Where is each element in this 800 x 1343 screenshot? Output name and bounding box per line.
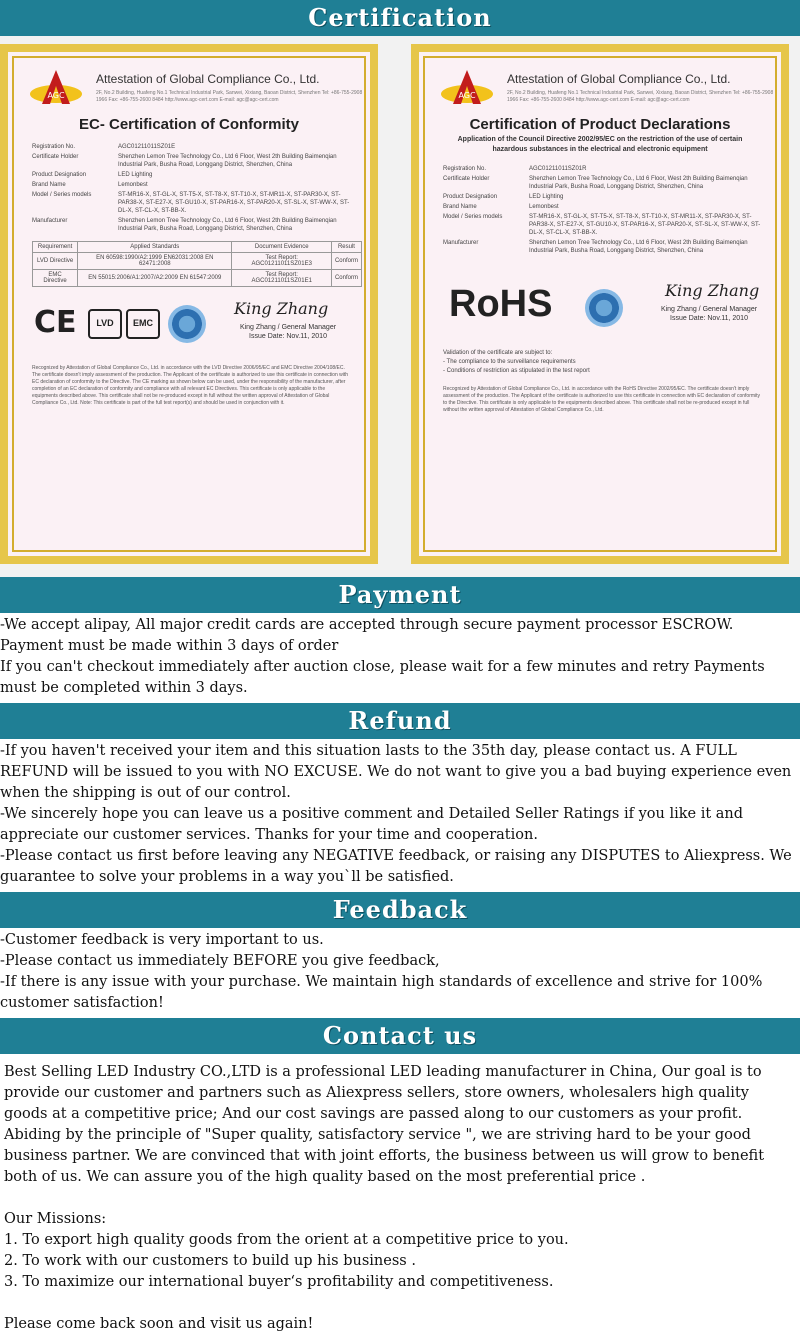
certificate-subtitle: Application of the Council Directive 2002/95/EC on the restriction of the use of certain hazardous substances in the electrical and electronic equipment — [457, 136, 743, 153]
certificate-title: Certification of Product Declarations — [469, 116, 731, 133]
svg-text:AGC: AGC — [458, 91, 476, 100]
table-header: Result — [331, 242, 361, 253]
emc-mark: EMC — [126, 309, 160, 339]
contact-text — [0, 1054, 800, 1343]
table-cell: Test Report: AGC01211011SZ01E3 — [232, 253, 332, 270]
signature: King Zhang — [234, 299, 329, 318]
company-address: 2F, No.2 Building, Huafeng No.1 Technical Industrial Park, Sanwei, Xixiang, Baoan District, Shenzhen Tel: +86-755-2908 1966 Fax: +86-755-2600 8484 http://www.agc-cert.com E-mail: agc@agc-cert.com — [507, 90, 774, 103]
validation-line: - The compliance to the surveillance requirements — [443, 359, 576, 365]
field-label: Model / Series models — [443, 214, 503, 220]
table-cell: EMC Directive — [33, 270, 78, 287]
field-value: Shenzhen Lemon Tree Technology Co., Ltd 6 Floor, West 2th Building Baimenqian Industrial Park, Busha Road, Longgang District, Shenzhen, China — [118, 154, 337, 168]
table-header: Requirement — [33, 242, 78, 253]
mission-item: 1. To export high quality goods from the orient at a competitive price to you. — [4, 1232, 569, 1248]
certification-banner: Certification — [0, 0, 800, 36]
ec-certificate — [0, 44, 378, 564]
certification-marks — [8, 295, 370, 355]
contact-banner: Contact us — [0, 1018, 800, 1054]
validation-line: - Conditions of restriction as stipulated in the test report — [443, 368, 590, 374]
field-value: Shenzhen Lemon Tree Technology Co., Ltd 6 Floor, West 2th Building Baimenqian Industrial Park, Busha Road, Longgang District, Shenzhen, China — [118, 218, 337, 232]
certificates-area — [0, 36, 800, 577]
company-name: Attestation of Global Compliance Co., Ltd. — [507, 72, 731, 86]
refund-line: -If you haven't received your item and this situation lasts to the 35th day, please contact us. A FULL REFUND will be issued to you with NO EXCUSE. We do not want to give you a bad buying experience even when the shipping is out of our control. — [0, 743, 792, 801]
signer-name — [228, 323, 348, 341]
certification-marks — [419, 279, 781, 343]
validation-line: Validation of the certificate are subject to: — [443, 350, 553, 356]
payment-line: If you can't checkout immediately after auction close, please wait for a few minutes and retry Payments must be completed within 3 days. — [0, 659, 765, 696]
table-cell: Test Report: AGC01211011SZ01E1 — [232, 270, 332, 287]
seal-icon — [585, 289, 623, 327]
agc-logo-icon — [28, 68, 88, 108]
field-label: Manufacturer — [32, 218, 68, 224]
field-value: ST-MR16-X, ST-GL-X, ST-T5-X, ST-T8-X, ST-T10-X, ST-MR11-X, ST-PAR30-X, ST-PAR38-X, ST-E27-X, ST-GU10-X, ST-PAR16-X, ST-PAR20-X, ST-SL-X, ST-WW-X, ST-DL-X, ST-CL-X, ST-BB-X. — [118, 192, 350, 214]
feedback-text — [0, 928, 800, 1018]
field-label: Product Designation — [32, 172, 87, 178]
rohs-mark: RoHS — [449, 283, 553, 325]
payment-text — [0, 613, 800, 703]
field-value: AGC01211011SZ01E — [118, 144, 176, 150]
standards-table — [32, 241, 362, 287]
agc-logo-icon — [439, 68, 499, 108]
table-cell: EN 60598:1990/A2:1999 EN62031:2008 EN 62471:2008 — [78, 253, 232, 270]
signature: King Zhang — [665, 281, 760, 300]
certificate-fields — [32, 143, 352, 233]
field-label: Registration No. — [32, 144, 76, 150]
ce-mark: CE — [34, 305, 77, 340]
field-value: Shenzhen Lemon Tree Technology Co., Ltd 6 Floor, West 2th Building Baimenqian Industrial Park, Busha Road, Longgang District, Shenzhen, China — [529, 176, 748, 190]
refund-line: -We sincerely hope you can leave us a positive comment and Detailed Seller Ratings if you like it and appreciate our customer services. Thanks for your time and cooperation. — [0, 806, 744, 843]
certificate-title: EC- Certification of Conformity — [79, 116, 299, 133]
feedback-line: -If there is any issue with your purchase. We maintain high standards of excellence and strive for 100% customer satisfaction! — [0, 974, 763, 1011]
certificate-footer: Recognized by Attestation of Global Compliance Co., Ltd. in accordance with the LVD Directive 2006/95/EC and EMC Directive 2004/108/EC. The certificate doesn't imply assessment of the production. The Applicant of the certificate is authorized to use this certificate in connection with EC declaration of conformity to the Directive. The CE marking as shown below can be used, under the responsibility of the manufacturer, after completion of an EC declaration of conformity and compliance with all relevant EC Directives. This certificate is only applicable to the equipments described above. This certificate shall not be re-produced except in full without the written approval of Attestation of Global Compliance Co., Ltd. Note: This certificate is part of the full test report(s) and should be used in conjunction with it. — [32, 365, 349, 406]
table-cell: LVD Directive — [33, 253, 78, 270]
table-cell: Conform — [331, 270, 361, 287]
certificate-footer: Recognized by Attestation of Global Compliance Co., Ltd. in accordance with the RoHS Directive 2002/95/EC. The certificate doesn't imply assessment of the production. The Applicant of the certificate is authorized to use this certificate in connection with EC declaration of conformity to the Directive. This certificate is only applicable to the equipments described above. This certificate shall not be re-produced except in full without the written approval of Attestation of Global Compliance Co., Ltd. — [443, 386, 761, 413]
signer-title: King Zhang / General Manager — [239, 324, 337, 331]
field-label: Brand Name — [32, 182, 66, 188]
certificate-fields — [443, 165, 763, 255]
field-value: LED Lighting — [118, 172, 153, 178]
table-header: Applied Standards — [78, 242, 232, 253]
field-value: Lemonbest — [529, 204, 559, 210]
field-label: Certificate Holder — [32, 154, 79, 160]
payment-line: -We accept alipay, All major credit cards are accepted through secure payment processor ESCROW. — [0, 617, 734, 633]
field-value: Lemonbest — [118, 182, 148, 188]
issue-date: Issue Date: Nov.11, 2010 — [670, 315, 748, 322]
field-label: Manufacturer — [443, 240, 479, 246]
feedback-banner: Feedback — [0, 892, 800, 928]
refund-banner: Refund — [0, 703, 800, 739]
closing-line: Please come back soon and visit us again! — [4, 1316, 314, 1332]
company-name: Attestation of Global Compliance Co., Ltd. — [96, 72, 320, 86]
company-address: 2F, No.2 Building, Huafeng No.1 Technical Industrial Park, Sanwei, Xixiang, Baoan District, Shenzhen Tel: +86-755-2908 1966 Fax: +86-755-2600 8484 http://www.agc-cert.com E-mail: agc@agc-cert.com — [96, 90, 363, 103]
table-cell: Conform — [331, 253, 361, 270]
missions-title: Our Missions: — [4, 1211, 107, 1227]
signer-name — [649, 305, 769, 323]
contact-intro: Best Selling LED Industry CO.,LTD is a professional LED leading manufacturer in China, Our goal is to provide our customer and partners such as Aliexpress sellers, store owners, wholesalers high quality goods at a competitive price; And our cost savings are passed along to our customers as your profit. Abiding by the principle of "Super quality, satisfactory service ", we are striving hard to be your good business partner. We are convinced that with joint efforts, the business between us will grow to benefit both of us. We can assure you of the high quality based on the most preferential price . — [4, 1064, 765, 1185]
field-label: Model / Series models — [32, 192, 92, 198]
field-label: Registration No. — [443, 166, 487, 172]
field-label: Product Designation — [443, 194, 498, 200]
lvd-mark: LVD — [88, 309, 122, 339]
feedback-line: -Customer feedback is very important to us. — [0, 932, 324, 948]
mission-item: 3. To maximize our international buyer‘s profitability and competitiveness. — [4, 1274, 554, 1290]
field-value: ST-MR16-X, ST-GL-X, ST-T5-X, ST-T8-X, ST-T10-X, ST-MR11-X, ST-PAR30-X, ST-PAR38-X, ST-E27-X, ST-GU10-X, ST-PAR16-X, ST-PAR20-X, ST-SL-X, ST-WW-X, ST-DL-X, ST-CL-X, ST-BB-X. — [529, 214, 761, 236]
refund-text — [0, 739, 800, 892]
rohs-certificate — [411, 44, 789, 564]
svg-text:AGC: AGC — [47, 91, 65, 100]
payment-line: Payment must be made within 3 days of order — [0, 638, 339, 654]
validation-notes — [443, 349, 763, 376]
table-row — [33, 253, 362, 270]
field-label: Certificate Holder — [443, 176, 490, 182]
feedback-line: -Please contact us immediately BEFORE you give feedback, — [0, 953, 440, 969]
table-header: Document Evidence — [232, 242, 332, 253]
signer-title: King Zhang / General Manager — [660, 306, 758, 313]
payment-banner: Payment — [0, 577, 800, 613]
mission-item: 2. To work with our customers to build up his business . — [4, 1253, 416, 1269]
field-value: AGC01211011SZ01R — [529, 166, 587, 172]
field-value: Shenzhen Lemon Tree Technology Co., Ltd 6 Floor, West 2th Building Baimenqian Industrial Park, Busha Road, Longgang District, Shenzhen, China — [529, 240, 748, 254]
issue-date: Issue Date: Nov.11, 2010 — [249, 333, 327, 340]
field-label: Brand Name — [443, 204, 477, 210]
table-row — [33, 270, 362, 287]
refund-line: -Please contact us first before leaving any NEGATIVE feedback, or raising any DISPUTES to Aliexpress. We guarantee to solve your problems in a way you`ll be satisfied. — [0, 848, 792, 885]
field-value: LED Lighting — [529, 194, 564, 200]
seal-icon — [168, 305, 206, 343]
table-cell: EN 55015:2006/A1:2007/A2:2009 EN 61547:2009 — [78, 270, 232, 287]
